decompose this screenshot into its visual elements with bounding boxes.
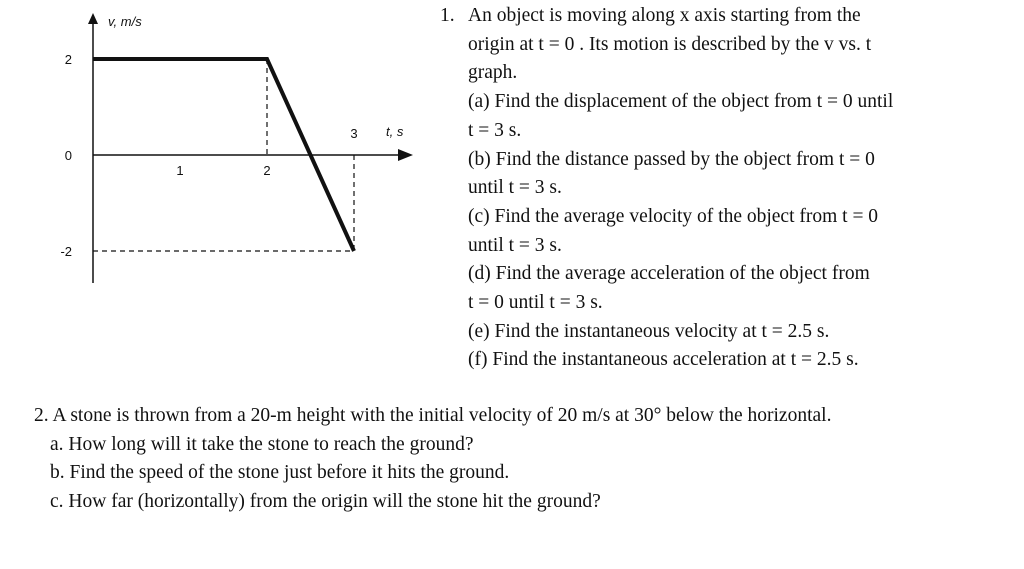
problem-2-number: 2. [34, 405, 49, 426]
part-c-line-1: (c) Find the average velocity of the object from t = 0 [468, 205, 879, 227]
problem-2-statement [34, 402, 1014, 431]
problem-1 [440, 2, 1015, 375]
x-axis-arrow [398, 149, 413, 161]
part-e-line-1: (e) Find the instantaneous velocity at t = 2.5 s. [468, 320, 830, 342]
x-tick-label-2: 2 [263, 163, 271, 178]
x-tick-label-1: 1 [176, 163, 184, 178]
y-tick-label-2: 0 [64, 148, 72, 163]
y-axis-label: v, m/s [108, 14, 142, 29]
problem-2-part-a: a. How long will it take the stone to reach the ground? [50, 433, 474, 455]
y-tick-label-1: 2 [64, 52, 72, 67]
part-d-line-1: (d) Find the average acceleration of the object from [468, 263, 870, 285]
part-c-line-2: until t = 3 s. [468, 234, 562, 256]
problem-1-number: 1. [440, 5, 455, 26]
problem-1-intro-3: graph. [468, 62, 518, 84]
problem-2-text: A stone is thrown from a 20-m height with the initial velocity of 20 m/s at 30° below the horizontal. [52, 405, 832, 426]
y-tick-label-3: -2 [60, 244, 72, 259]
part-d-line-2: t = 0 until t = 3 s. [468, 292, 603, 314]
y-axis-arrow [88, 13, 98, 24]
problem-2-part-c: c. How far (horizontally) from the origin will the stone hit the ground? [50, 491, 601, 513]
problem-2 [34, 402, 1014, 517]
velocity-time-graph [0, 0, 430, 300]
part-a-line-2: t = 3 s. [468, 119, 522, 141]
problem-1-line-1 [440, 2, 1015, 31]
part-b-line-1: (b) Find the distance passed by the object from t = 0 [468, 148, 875, 170]
part-b-line-2: until t = 3 s. [468, 177, 562, 199]
x-axis-label: t, s [386, 124, 404, 139]
problem-2-part-b: b. Find the speed of the stone just before it hits the ground. [50, 462, 510, 484]
part-a-line-1: (a) Find the displacement of the object from t = 0 until [468, 91, 894, 113]
problem-1-intro-1: An object is moving along x axis starting from the [468, 5, 861, 26]
part-f-line-1: (f) Find the instantaneous acceleration at t = 2.5 s. [468, 349, 859, 371]
problem-1-intro-2: origin at t = 0 . Its motion is described by the v vs. t [468, 33, 872, 55]
x-tick-label-3: 3 [350, 126, 358, 141]
